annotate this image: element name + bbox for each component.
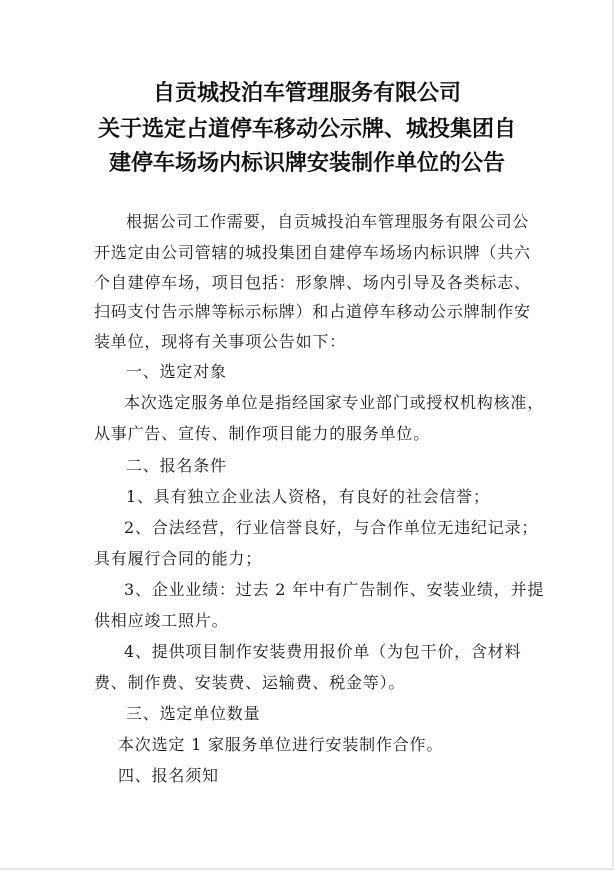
- body-paragraph-line: 1、具有独立企业法人资格，有良好的社会信誉；: [126, 487, 490, 506]
- section-heading: 一、选定对象: [126, 362, 227, 381]
- body-paragraph-intro-line: 根据公司工作需要，自贡城投泊车管理服务有限公司公: [126, 212, 530, 231]
- body-paragraph-intro-line: 扫码支付告示牌等标示标牌）和占道停车移动公示牌制作安: [94, 302, 531, 321]
- body-paragraph-intro-line: 个自建停车场，项目包括：形象牌、场内引导及各类标志、: [94, 273, 531, 292]
- body-paragraph-line: 4、提供项目制作安装费用报价单（为包干价，含材料: [124, 642, 522, 661]
- section-heading: 三、选定单位数量: [126, 704, 261, 723]
- body-paragraph-line: 具有履行合同的能力；: [94, 549, 263, 568]
- document-title-line-1: 自贡城投泊车管理服务有限公司: [152, 81, 461, 106]
- body-paragraph-line: 2、合法经营，行业信誉良好，与合作单位无违纪记录；: [124, 518, 539, 537]
- body-paragraph-line: 从事广告、宣传、制作项目能力的服务单位。: [94, 424, 431, 443]
- body-paragraph-line: 3、企业业绩：过去 2 年中有广告制作、安装业绩，并提: [124, 580, 545, 599]
- body-paragraph-line: 本次选定服务单位是指经国家专业部门或授权机构核准，: [124, 393, 545, 412]
- body-paragraph-intro-line: 开选定由公司管辖的城投集团自建停车场场内标识牌（共六: [94, 243, 531, 262]
- section-heading: 四、报名须知: [118, 766, 219, 785]
- body-paragraph-line: 本次选定 1 家服务单位进行安装制作合作。: [118, 735, 444, 754]
- body-paragraph-line: 供相应竣工照片。: [94, 611, 229, 630]
- body-paragraph-line: 费、制作费、安装费、运输费、税金等）。: [94, 673, 406, 692]
- document-title-line-3: 建停车场场内标识牌安装制作单位的公告: [108, 151, 505, 176]
- body-paragraph-intro-line: 装单位，现将有关事项公告如下：: [94, 332, 347, 351]
- document-title-line-2: 关于选定占道停车移动公示牌、城投集团自: [97, 117, 516, 142]
- section-heading: 二、报名条件: [126, 456, 227, 475]
